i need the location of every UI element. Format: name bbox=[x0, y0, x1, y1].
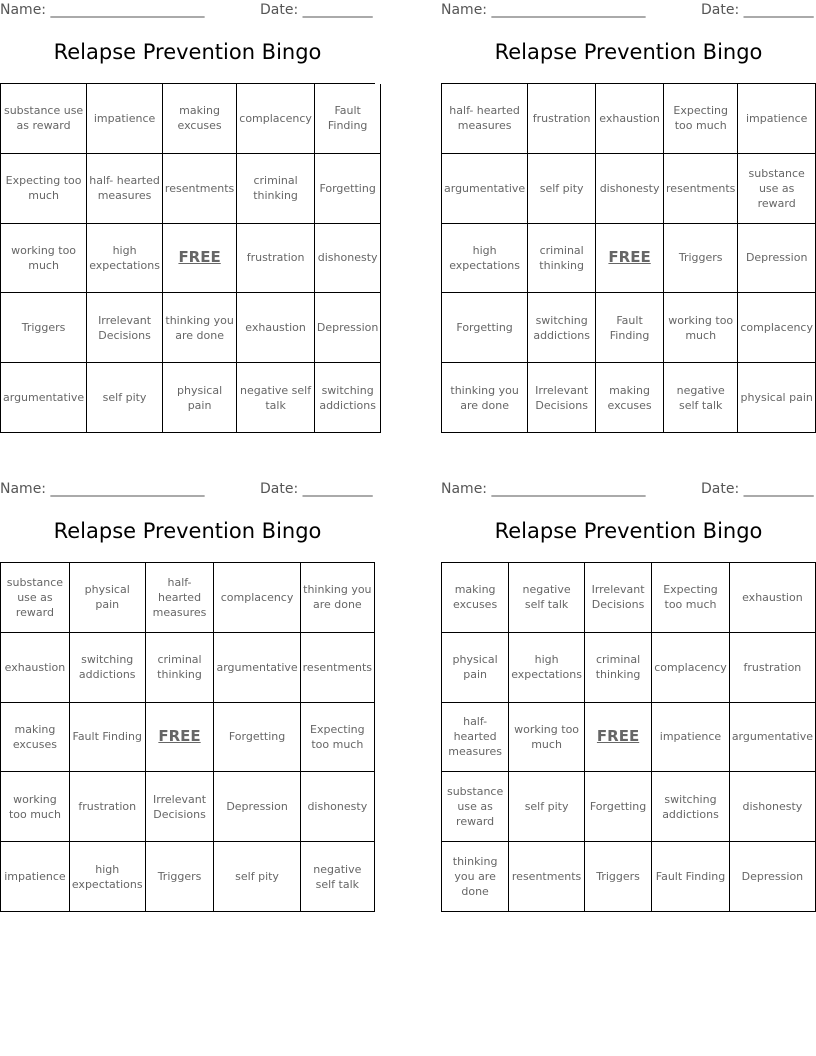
bingo-cell: Triggers bbox=[146, 842, 215, 912]
bingo-cell: physical pain bbox=[738, 363, 816, 433]
bingo-cell: self pity bbox=[214, 842, 300, 912]
bingo-cell: Expecting too much bbox=[301, 703, 375, 773]
bingo-cell: switching addictions bbox=[315, 363, 382, 433]
bingo-cell: Triggers bbox=[664, 224, 738, 294]
name-field-label: Name: ______________________ bbox=[0, 481, 205, 497]
bingo-cell: Irrelevant Decisions bbox=[146, 772, 215, 842]
bingo-cell: substance use as reward bbox=[738, 154, 816, 224]
bingo-cell: working too much bbox=[664, 293, 738, 363]
bingo-cell: self pity bbox=[528, 154, 596, 224]
bingo-cell: thinking you are done bbox=[301, 563, 375, 633]
bingo-cell: Fault Finding bbox=[70, 703, 146, 773]
bingo-cell: resentments bbox=[163, 154, 237, 224]
bingo-cell: frustration bbox=[70, 772, 146, 842]
bingo-cell: complacency bbox=[237, 84, 315, 154]
bingo-cell: exhaustion bbox=[730, 563, 816, 633]
bingo-cell: negative self talk bbox=[301, 842, 375, 912]
bingo-cell: Irrelevant Decisions bbox=[87, 293, 163, 363]
bingo-cell: impatience bbox=[738, 84, 816, 154]
bingo-cell: frustration bbox=[237, 224, 315, 294]
bingo-cell: half- hearted measures bbox=[442, 84, 528, 154]
bingo-cell: half- hearted measures bbox=[87, 154, 163, 224]
bingo-cell: criminal thinking bbox=[146, 633, 215, 703]
bingo-cell: physical pain bbox=[442, 633, 509, 703]
card-title: Relapse Prevention Bingo bbox=[494, 40, 763, 64]
free-space-cell: FREE bbox=[163, 224, 237, 294]
card-title: Relapse Prevention Bingo bbox=[53, 40, 322, 64]
bingo-cell: half- hearted measures bbox=[442, 703, 509, 773]
bingo-cell: Expecting too much bbox=[1, 154, 87, 224]
bingo-cell: argumentative bbox=[214, 633, 300, 703]
bingo-cell: argumentative bbox=[1, 363, 87, 433]
card-title: Relapse Prevention Bingo bbox=[494, 519, 763, 543]
bingo-cell: argumentative bbox=[442, 154, 528, 224]
bingo-cell: frustration bbox=[730, 633, 816, 703]
bingo-grid bbox=[0, 562, 375, 912]
bingo-cell: argumentative bbox=[730, 703, 816, 773]
bingo-cell: frustration bbox=[528, 84, 596, 154]
bingo-cell: Expecting too much bbox=[664, 84, 738, 154]
bingo-cell: complacency bbox=[214, 563, 300, 633]
date-field-label: Date: __________ bbox=[701, 481, 814, 497]
bingo-cell: switching addictions bbox=[652, 772, 730, 842]
bingo-grid bbox=[441, 83, 816, 433]
bingo-cell: making excuses bbox=[442, 563, 509, 633]
date-field-label: Date: __________ bbox=[260, 481, 373, 497]
bingo-cell: high expectations bbox=[509, 633, 585, 703]
bingo-cell: Depression bbox=[738, 224, 816, 294]
bingo-cell: Irrelevant Decisions bbox=[528, 363, 596, 433]
bingo-cell: complacency bbox=[652, 633, 730, 703]
bingo-cell: thinking you are done bbox=[442, 363, 528, 433]
bingo-cell: exhaustion bbox=[237, 293, 315, 363]
bingo-cell: dishonesty bbox=[301, 772, 375, 842]
bingo-cell: Forgetting bbox=[442, 293, 528, 363]
bingo-cell: physical pain bbox=[163, 363, 237, 433]
date-field-label: Date: __________ bbox=[701, 2, 814, 18]
bingo-card-2 bbox=[441, 0, 816, 440]
bingo-cell: resentments bbox=[301, 633, 375, 703]
bingo-cell: switching addictions bbox=[70, 633, 146, 703]
bingo-cell: working too much bbox=[1, 224, 87, 294]
bingo-cell: dishonesty bbox=[730, 772, 816, 842]
free-space-cell: FREE bbox=[585, 703, 652, 773]
bingo-cell: impatience bbox=[87, 84, 163, 154]
bingo-cell: Triggers bbox=[585, 842, 652, 912]
bingo-cell: making excuses bbox=[1, 703, 70, 773]
bingo-cell: self pity bbox=[509, 772, 585, 842]
bingo-cell: switching addictions bbox=[528, 293, 596, 363]
bingo-cell: thinking you are done bbox=[163, 293, 237, 363]
bingo-cell: negative self talk bbox=[237, 363, 315, 433]
bingo-card-4 bbox=[441, 479, 816, 919]
bingo-cell: Forgetting bbox=[214, 703, 300, 773]
bingo-card-3 bbox=[0, 479, 375, 919]
date-field-label: Date: __________ bbox=[260, 2, 373, 18]
bingo-cell: working too much bbox=[509, 703, 585, 773]
bingo-cell: making excuses bbox=[163, 84, 237, 154]
card-title: Relapse Prevention Bingo bbox=[53, 519, 322, 543]
bingo-card-1 bbox=[0, 0, 379, 440]
bingo-cell: negative self talk bbox=[509, 563, 585, 633]
bingo-cell: Depression bbox=[315, 293, 382, 363]
bingo-cell: self pity bbox=[87, 363, 163, 433]
bingo-cell: Fault Finding bbox=[596, 293, 664, 363]
bingo-cell: high expectations bbox=[87, 224, 163, 294]
name-field-label: Name: ______________________ bbox=[441, 2, 646, 18]
bingo-cell: high expectations bbox=[70, 842, 146, 912]
bingo-cell: substance use as reward bbox=[1, 563, 70, 633]
bingo-cell: dishonesty bbox=[315, 224, 382, 294]
bingo-cell: criminal thinking bbox=[585, 633, 652, 703]
name-field-label: Name: ______________________ bbox=[0, 2, 205, 18]
bingo-grid bbox=[0, 83, 379, 433]
bingo-cell: high expectations bbox=[442, 224, 528, 294]
bingo-cell: physical pain bbox=[70, 563, 146, 633]
bingo-cell: Forgetting bbox=[315, 154, 382, 224]
bingo-cell: Triggers bbox=[1, 293, 87, 363]
free-space-cell: FREE bbox=[596, 224, 664, 294]
bingo-cell: resentments bbox=[509, 842, 585, 912]
bingo-cell: half- hearted measures bbox=[146, 563, 215, 633]
bingo-cell: criminal thinking bbox=[528, 224, 596, 294]
name-field-label: Name: ______________________ bbox=[441, 481, 646, 497]
bingo-cell: Forgetting bbox=[585, 772, 652, 842]
bingo-cell: Depression bbox=[214, 772, 300, 842]
bingo-cell: impatience bbox=[1, 842, 70, 912]
bingo-cell: Fault Finding bbox=[652, 842, 730, 912]
bingo-cell: working too much bbox=[1, 772, 70, 842]
bingo-cell: criminal thinking bbox=[237, 154, 315, 224]
bingo-cell: exhaustion bbox=[596, 84, 664, 154]
bingo-cell: dishonesty bbox=[596, 154, 664, 224]
bingo-cell: exhaustion bbox=[1, 633, 70, 703]
bingo-cell: thinking you are done bbox=[442, 842, 509, 912]
bingo-cell: negative self talk bbox=[664, 363, 738, 433]
bingo-cell: making excuses bbox=[596, 363, 664, 433]
bingo-cell: Irrelevant Decisions bbox=[585, 563, 652, 633]
bingo-cell: Fault Finding bbox=[315, 84, 382, 154]
bingo-grid bbox=[441, 562, 816, 912]
bingo-cell: Expecting too much bbox=[652, 563, 730, 633]
bingo-cell: impatience bbox=[652, 703, 730, 773]
free-space-cell: FREE bbox=[146, 703, 215, 773]
bingo-cell: complacency bbox=[738, 293, 816, 363]
bingo-cell: Depression bbox=[730, 842, 816, 912]
bingo-cell: resentments bbox=[664, 154, 738, 224]
bingo-cell: substance use as reward bbox=[442, 772, 509, 842]
bingo-cell: substance use as reward bbox=[1, 84, 87, 154]
